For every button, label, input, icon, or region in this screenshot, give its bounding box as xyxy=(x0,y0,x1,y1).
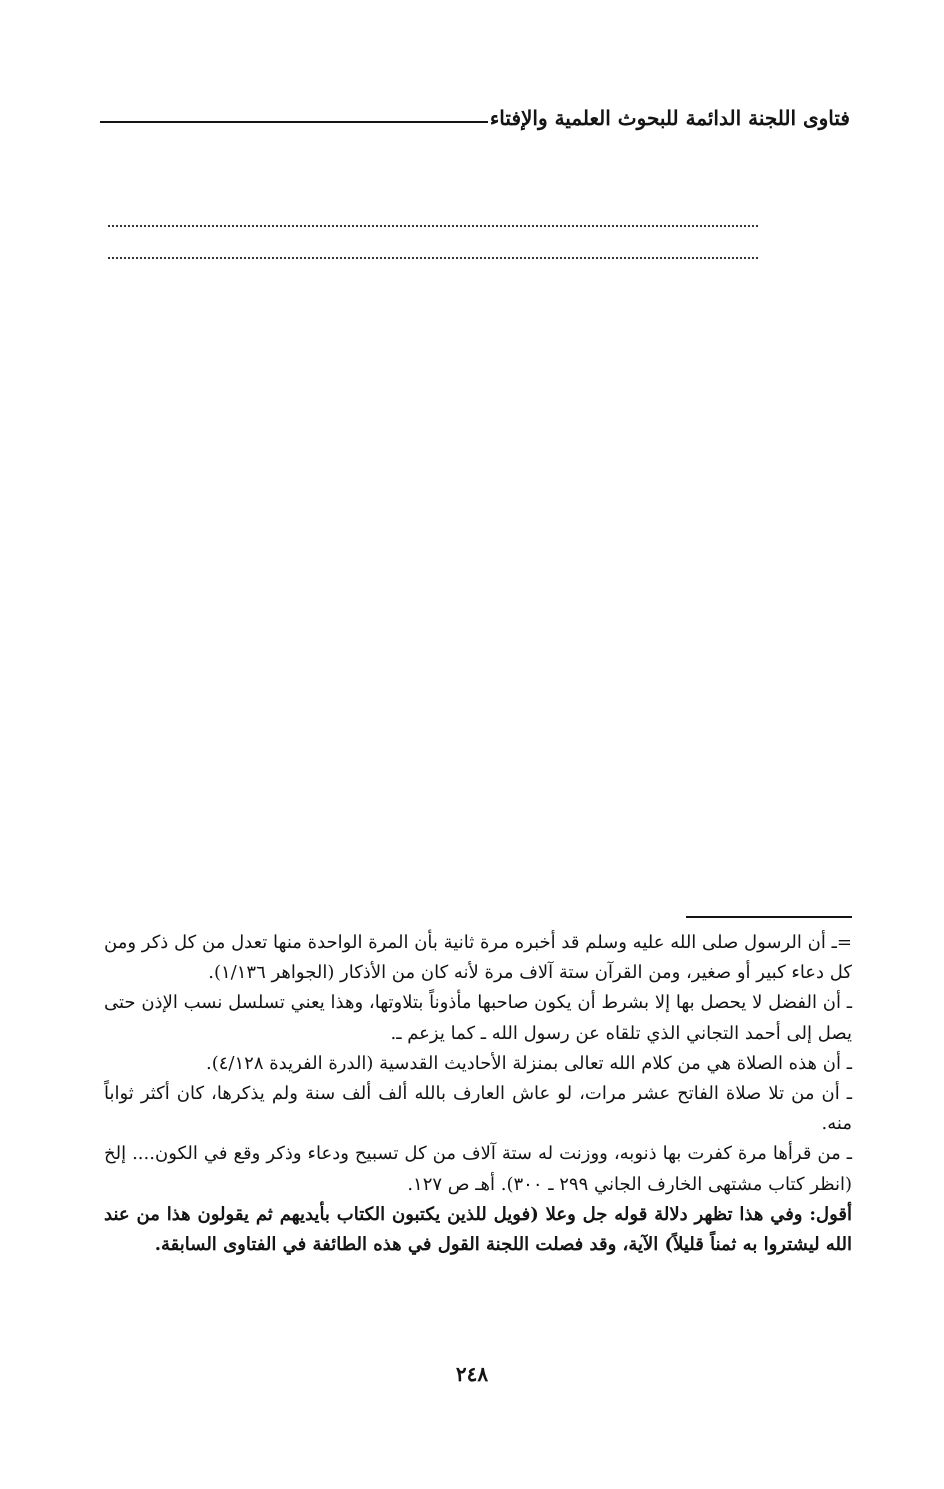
dotted-omission-line xyxy=(108,225,758,227)
footnote-paragraph: ـ أن هذه الصلاة هي من كلام الله تعالى بمنزلة الأحاديث القدسية (الدرة الفريدة ٤/١٢٨). xyxy=(206,1052,852,1074)
dotted-omission-line xyxy=(108,257,758,259)
page-number: ٢٤٨ xyxy=(455,1362,489,1386)
running-header xyxy=(100,98,850,132)
footnote-paragraph: =ـ أن الرسول صلى الله عليه وسلم قد أخبره مرة ثانية بأن المرة الواحدة منها تعدل من كل ذكر ومن كل دعاء كبير أو صغير، ومن القرآن ستة آلاف مرة لأنه كان من الأذكار (الجواهر ١/١٣٦). xyxy=(104,932,852,984)
footnote-paragraph: ـ أن من تلا صلاة الفاتح عشر مرات، لو عاش العارف بالله ألف ألف سنة ولم يذكرها، كان أكثر ثواباً منه. xyxy=(104,1083,852,1135)
header-rule xyxy=(100,121,488,123)
header-title: فتاوى اللجنة الدائمة للبحوث العلمية والإفتاء xyxy=(489,106,850,130)
footnote-paragraph: ـ أن الفضل لا يحصل بها إلا بشرط أن يكون صاحبها مأذوناً بتلاوتها، وهذا يعني تسلسل نسب الإذن حتى يصل إلى أحمد التجاني الذي تلقاه عن رسول الله ـ كما يزعم ـ. xyxy=(104,992,852,1044)
footnote-paragraph-conclusion: أقول: وفي هذا تظهر دلالة قوله جل وعلا (فويل للذين يكتبون الكتاب بأيديهم ثم يقولون هذا من عند الله ليشتروا به ثمناً قليلاً) الآية، وقد فصلت اللجنة القول في هذه الطائفة في الفتاوى السابقة. xyxy=(104,1203,852,1256)
footnote-separator xyxy=(686,916,852,918)
footnote-paragraph: ـ من قرأها مرة كفرت بها ذنوبه، ووزنت له ستة آلاف من كل تسبيح ودعاء وذكر وقع في الكون.... إلخ (انظر كتاب مشتهى الخارف الجاني ٢٩٩ ـ ٣٠٠). أهـ ص ١٢٧. xyxy=(104,1143,852,1195)
footnotes xyxy=(104,928,852,1260)
